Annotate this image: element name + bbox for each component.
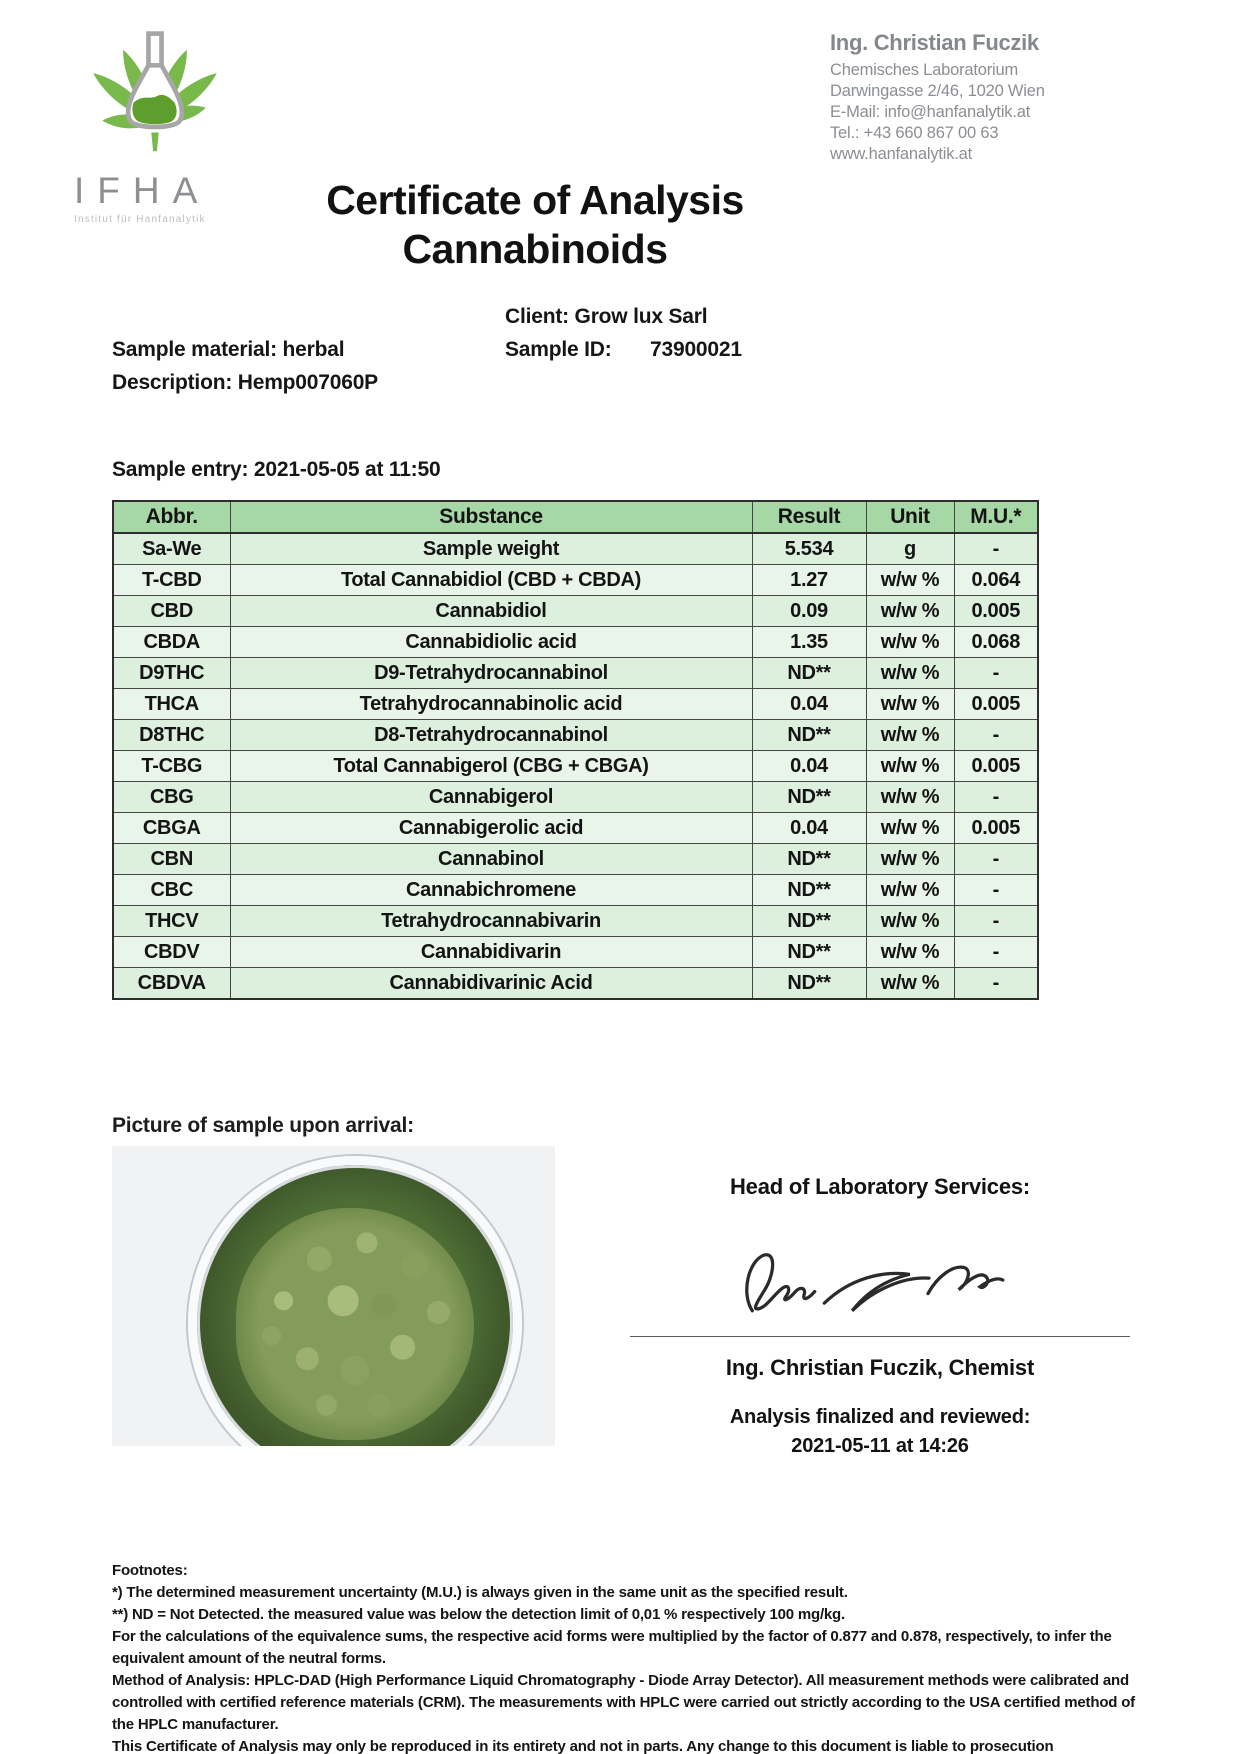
- footnote-line: This Certificate of Analysis may only be reproduced in its entirety and not in parts. Any change to this document is liable to prosecution: [112, 1738, 1054, 1754]
- cell-result: ND**: [752, 658, 866, 689]
- table-header-row: [113, 501, 1038, 533]
- table-row: [113, 906, 1038, 937]
- table-row: [113, 813, 1038, 844]
- cell-mu: 0.005: [954, 751, 1038, 782]
- table-row: [113, 937, 1038, 968]
- cell-substance: Total Cannabidiol (CBD + CBDA): [230, 565, 752, 596]
- footnote-line: Method of Analysis: HPLC-DAD (High Performance Liquid Chromatography - Diode Array Detector). All measurement methods were calibrated and controlled with certified reference materials (CRM). The measurements with HPLC were carried out strictly according to the USA certified method of the HPLC manufacturer.: [112, 1672, 1135, 1733]
- cell-result: ND**: [752, 937, 866, 968]
- cell-abbr: T-CBG: [113, 751, 230, 782]
- lab-contact-email: E-Mail: info@hanfanalytik.at: [830, 103, 1031, 121]
- cell-result: ND**: [752, 968, 866, 1000]
- cell-substance: Tetrahydrocannabivarin: [230, 906, 752, 937]
- cell-unit: w/w %: [866, 751, 954, 782]
- cell-result: 0.04: [752, 751, 866, 782]
- signature-icon: [725, 1234, 1035, 1330]
- signatory-name: Ing. Christian Fuczik, Chemist: [725, 1355, 1035, 1380]
- cell-abbr: CBGA: [113, 813, 230, 844]
- cell-mu: -: [954, 844, 1038, 875]
- lab-contact-line: Chemisches Laboratorium: [830, 61, 1018, 79]
- cell-substance: Cannabidivarinic Acid: [230, 968, 752, 1000]
- signature-block: [630, 1174, 1130, 1461]
- cell-unit: w/w %: [866, 565, 954, 596]
- cell-mu: 0.005: [954, 596, 1038, 627]
- cell-substance: Cannabidiol: [230, 596, 752, 627]
- hemp-leaf-flask-icon: [80, 28, 230, 168]
- cell-result: 1.35: [752, 627, 866, 658]
- cell-mu: -: [954, 875, 1038, 906]
- cell-mu: 0.005: [954, 813, 1038, 844]
- cell-substance: Cannabigerol: [230, 782, 752, 813]
- results-table-body: [113, 533, 1038, 999]
- cell-unit: w/w %: [866, 906, 954, 937]
- cell-mu: -: [954, 906, 1038, 937]
- cell-mu: -: [954, 720, 1038, 751]
- table-row: [113, 782, 1038, 813]
- lab-contact-line: Darwingasse 2/46, 1020 Wien: [830, 82, 1045, 100]
- cell-unit: w/w %: [866, 658, 954, 689]
- sample-id-value: 73900021: [650, 338, 742, 361]
- title-line-1: Certificate of Analysis: [326, 177, 744, 223]
- table-row: [113, 627, 1038, 658]
- cell-result: 0.04: [752, 813, 866, 844]
- cell-abbr: CBDVA: [113, 968, 230, 1000]
- table-row: [113, 968, 1038, 1000]
- table-row: [113, 720, 1038, 751]
- cell-mu: -: [954, 658, 1038, 689]
- cell-result: ND**: [752, 844, 866, 875]
- header-abbr: Abbr.: [113, 501, 230, 533]
- results-table: [112, 500, 1039, 1000]
- cell-substance: Tetrahydrocannabinolic acid: [230, 689, 752, 720]
- cell-unit: w/w %: [866, 720, 954, 751]
- cell-mu: -: [954, 533, 1038, 565]
- cell-abbr: CBD: [113, 596, 230, 627]
- sample-material-line: Sample material: herbal: [112, 338, 345, 361]
- header-unit: Unit: [866, 501, 954, 533]
- footnotes-section: [112, 1560, 1140, 1754]
- cell-substance: D8-Tetrahydrocannabinol: [230, 720, 752, 751]
- lab-contact-website: www.hanfanalytik.at: [830, 145, 973, 163]
- footnotes-heading: Footnotes:: [112, 1562, 188, 1579]
- cell-unit: w/w %: [866, 813, 954, 844]
- title-line-2: Cannabinoids: [402, 226, 668, 272]
- cell-abbr: CBDA: [113, 627, 230, 658]
- cell-substance: Cannabigerolic acid: [230, 813, 752, 844]
- cell-unit: w/w %: [866, 968, 954, 1000]
- cell-result: ND**: [752, 782, 866, 813]
- table-row: [113, 875, 1038, 906]
- logo-acronym: IFHA: [74, 170, 211, 211]
- cell-unit: w/w %: [866, 596, 954, 627]
- signature-line: [630, 1336, 1130, 1337]
- logo-tagline: Institut für Hanfanalytik: [74, 214, 206, 225]
- table-row: [113, 565, 1038, 596]
- finalized-block: [630, 1403, 1130, 1461]
- cell-mu: 0.068: [954, 627, 1038, 658]
- client-line: Client: Grow lux Sarl: [505, 305, 708, 328]
- footnote-line: For the calculations of the equivalence sums, the respective acid forms were multiplied by the factor of 0.877 and 0.878, respectively, to infer the equivalent amount of the neutral forms.: [112, 1628, 1112, 1667]
- cell-result: 1.27: [752, 565, 866, 596]
- table-row: [113, 751, 1038, 782]
- cell-mu: -: [954, 937, 1038, 968]
- signature-heading: Head of Laboratory Services:: [729, 1174, 1031, 1199]
- cell-abbr: CBN: [113, 844, 230, 875]
- cell-substance: Cannabinol: [230, 844, 752, 875]
- table-row: [113, 596, 1038, 627]
- cell-mu: -: [954, 968, 1038, 1000]
- finalized-label: Analysis finalized and reviewed:: [729, 1406, 1031, 1428]
- lab-contact-block: [830, 30, 1210, 165]
- table-row: [113, 844, 1038, 875]
- cell-mu: 0.064: [954, 565, 1038, 596]
- cell-unit: w/w %: [866, 627, 954, 658]
- cell-abbr: CBC: [113, 875, 230, 906]
- finalized-date: 2021-05-11 at 14:26: [791, 1435, 969, 1457]
- cell-mu: 0.005: [954, 689, 1038, 720]
- cell-substance: Cannabidiolic acid: [230, 627, 752, 658]
- cell-abbr: CBG: [113, 782, 230, 813]
- table-row: [113, 689, 1038, 720]
- table-row: [113, 533, 1038, 565]
- cell-substance: D9-Tetrahydrocannabinol: [230, 658, 752, 689]
- sample-photo: [112, 1146, 555, 1446]
- cell-result: 0.09: [752, 596, 866, 627]
- sample-id-label: Sample ID:: [505, 338, 612, 361]
- cell-result: 5.534: [752, 533, 866, 565]
- footnote-line: **) ND = Not Detected. the measured value was below the detection limit of 0,01 % respectively 100 mg/kg.: [112, 1606, 845, 1623]
- sample-info: [112, 333, 378, 399]
- cell-unit: w/w %: [866, 689, 954, 720]
- cell-substance: Cannabidivarin: [230, 937, 752, 968]
- document-title: [170, 176, 900, 274]
- header-mu: M.U.*: [954, 501, 1038, 533]
- header-result: Result: [752, 501, 866, 533]
- cell-result: ND**: [752, 875, 866, 906]
- sample-herb-image: [236, 1208, 474, 1440]
- cell-unit: g: [866, 533, 954, 565]
- cell-substance: Cannabichromene: [230, 875, 752, 906]
- picture-label: Picture of sample upon arrival:: [112, 1114, 414, 1137]
- cell-abbr: D8THC: [113, 720, 230, 751]
- cell-abbr: Sa-We: [113, 533, 230, 565]
- sample-entry-line: Sample entry: 2021-05-05 at 11:50: [112, 458, 441, 481]
- cell-result: ND**: [752, 906, 866, 937]
- cell-abbr: THCV: [113, 906, 230, 937]
- cell-unit: w/w %: [866, 844, 954, 875]
- table-row: [113, 658, 1038, 689]
- footnote-line: *) The determined measurement uncertainty (M.U.) is always given in the same unit as the specified result.: [112, 1584, 848, 1601]
- cell-abbr: D9THC: [113, 658, 230, 689]
- cell-abbr: THCA: [113, 689, 230, 720]
- description-line: Description: Hemp007060P: [112, 371, 378, 394]
- cell-substance: Total Cannabigerol (CBG + CBGA): [230, 751, 752, 782]
- cell-substance: Sample weight: [230, 533, 752, 565]
- client-info: [505, 300, 742, 366]
- cell-unit: w/w %: [866, 937, 954, 968]
- header-substance: Substance: [230, 501, 752, 533]
- sample-id-line: [505, 333, 742, 366]
- lab-contact-phone: Tel.: +43 660 867 00 63: [830, 124, 999, 142]
- cell-result: ND**: [752, 720, 866, 751]
- lab-contact-name: Ing. Christian Fuczik: [830, 30, 1039, 55]
- cell-mu: -: [954, 782, 1038, 813]
- cell-abbr: CBDV: [113, 937, 230, 968]
- cell-unit: w/w %: [866, 782, 954, 813]
- cell-result: 0.04: [752, 689, 866, 720]
- cell-abbr: T-CBD: [113, 565, 230, 596]
- cell-unit: w/w %: [866, 875, 954, 906]
